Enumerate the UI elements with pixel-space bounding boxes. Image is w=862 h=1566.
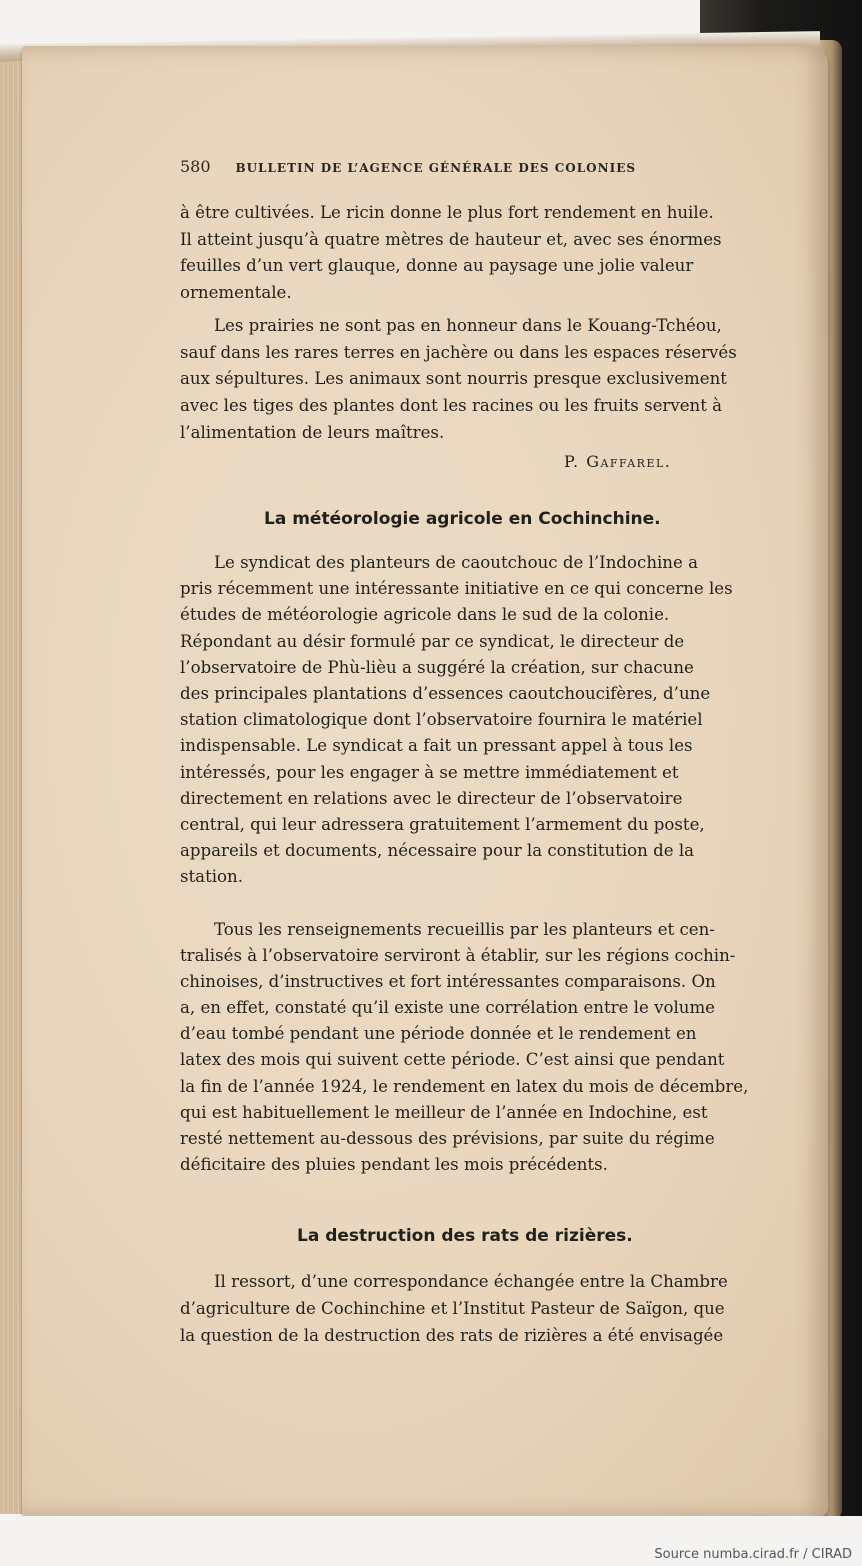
text-line: Il atteint jusqu’à quatre mètres de hauteur et, avec ses énormes — [180, 229, 722, 249]
running-header — [180, 157, 700, 176]
text-line: Répondant au désir formulé par ce syndicat, le directeur de — [180, 631, 685, 651]
text-line: pris récemment une intéressante initiative en ce qui concerne les — [180, 579, 733, 599]
page-number: 580 — [180, 157, 211, 176]
text-line: la fin de l’année 1924, le rendement en latex du mois de décembre, — [180, 1076, 749, 1096]
text-line: station climatologique dont l’observatoire fournira le matériel — [180, 710, 703, 730]
text-line: à être cultivées. Le ricin donne le plus fort rendement en huile. — [180, 203, 714, 222]
text-line: sauf dans les rares terres en jachère ou dans les espaces réservés — [180, 342, 737, 362]
text-line: Le syndicat des planteurs de caoutchouc de l’Indochine a — [214, 553, 698, 572]
text-line: avec les tiges des plantes dont les racines ou les fruits servent à — [180, 396, 723, 416]
text-line: indispensable. Le syndicat a fait un pressant appel à tous les — [180, 736, 693, 756]
text-line: la question de la destruction des rats de rizières a été envisagée — [180, 1326, 724, 1345]
text-line: d’eau tombé pendant une période donnée et le rendement en — [180, 1024, 697, 1044]
text-line: l’observatoire de Phù-lièu a suggéré la création, sur chacune — [180, 657, 694, 677]
text-line: qui est habituellement le meilleur de l’année en Indochine, est — [180, 1102, 708, 1122]
text-line: des principales plantations d’essences caoutchoucifères, d’une — [180, 684, 711, 704]
text-line: a, en effet, constaté qu’il existe une corrélation entre le volume — [180, 998, 716, 1018]
text-line: Les prairies ne sont pas en honneur dans le Kouang-Tchéou, — [214, 316, 722, 335]
text-line: station. — [180, 867, 244, 887]
text-line: directement en relations avec le directeur de l’observatoire — [180, 788, 683, 808]
text-line: chinoises, d’instructives et fort intéressantes comparaisons. On — [180, 972, 716, 992]
text-line: d’agriculture de Cochinchine et l’Institut Pasteur de Saïgon, que — [180, 1299, 725, 1318]
paragraph-renseignements — [180, 917, 748, 1178]
author-signature: P. Gaffarel. — [564, 452, 672, 471]
paragraph-ricin — [180, 200, 722, 307]
text-line: latex des mois qui suivent cette période. C’est ainsi que pendant — [180, 1050, 725, 1070]
header-title: BULLETIN DE L’AGENCE GÉNÉRALE DES COLONIES — [235, 161, 637, 175]
text-line: ornementale. — [180, 283, 292, 303]
paragraph-prairies — [180, 313, 737, 447]
text-line: resté nettement au-dessous des prévisions, par suite du régime — [180, 1128, 715, 1148]
text-line: Tous les renseignements recueillis par les planteurs et cen- — [214, 920, 715, 939]
text-line: Il ressort, d’une correspondance échangée entre la Chambre — [214, 1272, 728, 1291]
text-line: intéressés, pour les engager à se mettre immédiatement et — [180, 762, 679, 782]
paragraph-rats — [180, 1268, 728, 1349]
paragraph-syndicat — [180, 550, 733, 891]
text-line: tralisés à l’observatoire serviront à établir, sur les régions cochin- — [180, 946, 736, 966]
text-line: central, qui leur adressera gratuitement l’armement du poste, — [180, 815, 705, 835]
text-line: aux sépultures. Les animaux sont nourris presque exclusivement — [180, 369, 727, 389]
section-heading-rats: La destruction des rats de rizières. — [297, 1226, 633, 1246]
text-line: feuilles d’un vert glauque, donne au paysage une jolie valeur — [180, 256, 694, 276]
source-credit: Source numba.cirad.fr / CIRAD — [654, 1547, 852, 1562]
text-line: appareils et documents, nécessaire pour la constitution de la — [180, 841, 695, 861]
text-line: l’alimentation de leurs maîtres. — [180, 422, 445, 442]
text-line: déficitaire des pluies pendant les mois précédents. — [180, 1154, 608, 1174]
text-line: études de météorologie agricole dans le sud de la colonie. — [180, 605, 670, 625]
section-heading-meteorologie: La météorologie agricole en Cochinchine. — [264, 509, 661, 529]
